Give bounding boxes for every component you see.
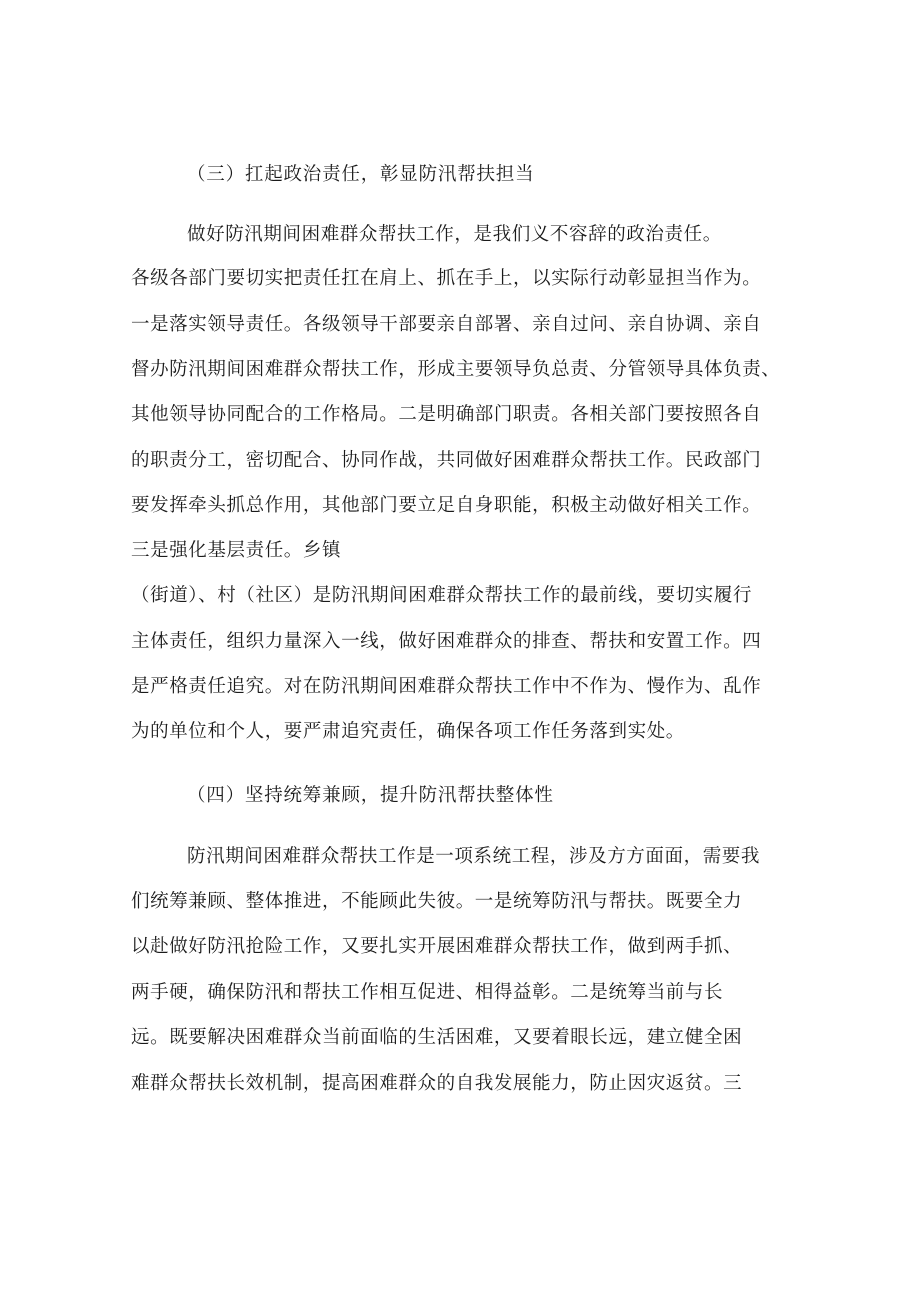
section-3-line-2: 各级各部门要切实把责任扛在肩上、抓在手上，以实际行动彰显担当作为。: [131, 268, 762, 289]
section-4-line-5: 远。既要解决困难群众当前面临的生活困难，又要着眼长远，建立健全困: [131, 1027, 743, 1048]
section-3-line-12: 为的单位和个人，要严肃追究责任，确保各项工作任务落到实处。: [131, 721, 685, 742]
section-3-line-6: 的职责分工，密切配合、协同作战，共同做好困难群众帮扶工作。民政部门: [131, 450, 762, 471]
section-3-line-7: 要发挥牵头抓总作用，其他部门要立足自身职能，积极主动做好相关工作。: [131, 495, 762, 516]
section-4-line-3: 以赴做好防汛抢险工作，又要扎实开展困难群众帮扶工作，做到两手抓、: [131, 936, 743, 957]
section-3-heading: （三）扛起政治责任，彰显防汛帮扶担当: [187, 164, 535, 185]
section-3-line-8: 三是强化基层责任。乡镇: [131, 540, 342, 561]
section-3-line-10: 主体责任，组织力量深入一线，做好困难群众的排查、帮扶和安置工作。四: [131, 631, 762, 652]
section-4-heading: （四）坚持统筹兼顾，提升防汛帮扶整体性: [187, 785, 554, 806]
section-4-line-1: 防汛期间困难群众帮扶工作是一项系统工程，涉及方方面面，需要我: [187, 846, 761, 867]
section-3-line-1: 做好防汛期间困难群众帮扶工作，是我们义不容辞的政治责任。: [187, 224, 722, 245]
section-4-line-6: 难群众帮扶长效机制，提高困难群众的自我发展能力，防止因灾返贫。三: [131, 1073, 743, 1094]
section-3-line-5: 其他领导协同配合的工作格局。二是明确部门职责。各相关部门要按照各自: [131, 404, 762, 425]
section-3-line-4: 督办防汛期间困难群众帮扶工作，形成主要领导负总责、分管领导具体负责、: [131, 359, 781, 380]
section-3-line-3: 一是落实领导责任。各级领导干部要亲自部署、亲自过问、亲自协调、亲自: [131, 314, 762, 335]
section-4-line-4: 两手硬，确保防汛和帮扶工作相互促进、相得益彰。二是统筹当前与长: [131, 982, 724, 1003]
section-4-line-2: 们统筹兼顾、整体推进，不能顾此失彼。一是统筹防汛与帮扶。既要全力: [131, 891, 743, 912]
section-3-line-11: 是严格责任追究。对在防汛期间困难群众帮扶工作中不作为、慢作为、乱作: [131, 676, 762, 697]
section-3-line-9: （街道）、村（社区）是防汛期间困难群众帮扶工作的最前线，要切实履行: [131, 585, 753, 606]
